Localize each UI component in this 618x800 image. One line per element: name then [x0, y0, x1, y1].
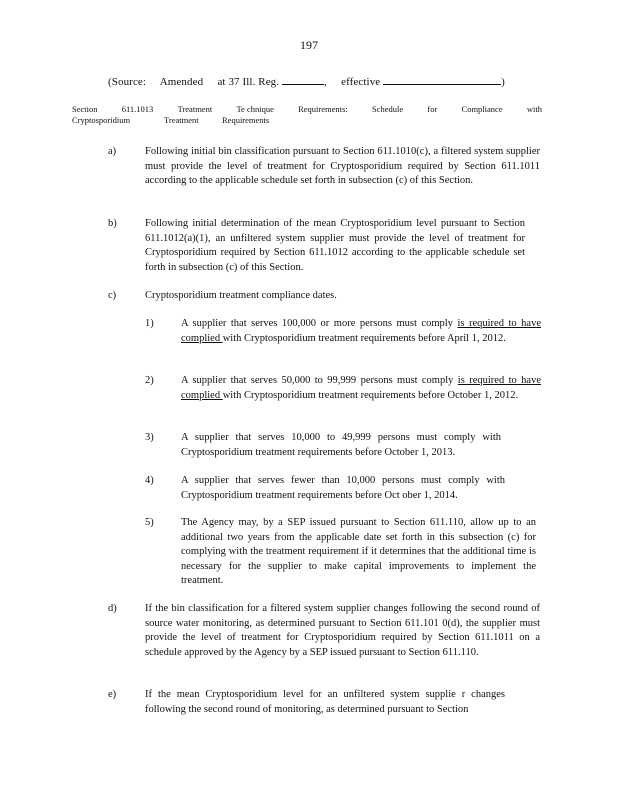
effective-date-blank [383, 73, 501, 85]
text-run: A supplier that serves 100,000 or more persons must comply [181, 318, 458, 329]
subparagraph-text: The Agency may, by a SEP issued pursuant to Section 611.110, allow up to an additional two years from the applicable date set forth in this subsection (c) for complying with the treatment requirement if it determines that the additional time is necessary for the supplier to make capital improvements to implement the treatment. [181, 517, 536, 586]
source-register: at 37 Ill. Reg. [217, 76, 280, 88]
source-comma: , [324, 76, 327, 88]
paragraph-label: c) [108, 290, 117, 301]
paragraph-label: e) [108, 689, 117, 700]
heading-word: Schedule [371, 104, 404, 114]
heading-word: Cryptosporidium [72, 115, 131, 125]
paragraph-label: d) [108, 603, 117, 614]
page-number: 197 [300, 38, 318, 52]
paragraph-text: Following initial bin classification pursuant to Section 611.1010(c), a filtered system supplier must provide the level of treatment for Cryptosporidium required by Section 611.1011 according to the applicable schedule set forth in subsection (c) of this Section. [145, 146, 540, 186]
subparagraph-label: 1) [145, 318, 154, 329]
text-run: with Cryptosporidium treatment requirements before April 1, 2012. [222, 332, 506, 344]
subparagraph-label: 3) [145, 432, 154, 443]
paragraph-text: Following initial determination of the mean Cryptosporidium level pursuant to Section 611.1012(a)(1), an unfiltered system supplier must provide the level of treatment for Cryptosporidium required by Section 611.1012 according to the applicable schedule set forth in subsection (c) of this Section. [145, 218, 525, 273]
heading-word: with [526, 104, 542, 114]
heading-word: for [427, 104, 438, 114]
heading-word: Requirements: [298, 104, 348, 114]
heading-word: Section [72, 104, 98, 114]
heading-word: 611.1013 [121, 104, 154, 114]
subparagraph-text [181, 317, 541, 346]
source-amended: Amended [159, 76, 204, 88]
section-heading-line-1 [72, 104, 542, 115]
section-heading-line-2 [72, 115, 542, 126]
paragraph-text: Cryptosporidium treatment compliance dates. [145, 290, 337, 301]
subparagraph-label: 4) [145, 475, 154, 486]
heading-word: Requirements [222, 115, 270, 125]
source-note [108, 73, 505, 88]
heading-word: Te chnique [236, 104, 274, 114]
source-close: ) [501, 76, 505, 88]
subparagraph-label: 2) [145, 375, 154, 386]
subparagraph-text [181, 374, 541, 403]
text-run: A supplier that serves 50,000 to 99,999 persons must comply [181, 375, 458, 386]
subparagraph-label: 5) [145, 517, 154, 528]
section-heading [72, 104, 542, 126]
source-prefix: (Source: [108, 76, 147, 88]
paragraph-text: If the mean Cryptosporidium level for an unfiltered system supplie r changes following the second round of monitoring, as determined pursuant to Section [145, 689, 505, 715]
paragraph-label: a) [108, 146, 117, 157]
text-run: with Cryptosporidium treatment requirements before October 1, 2012. [222, 389, 519, 401]
heading-word: Treatment [164, 115, 199, 125]
inserted-text: is required to have complied [181, 375, 541, 401]
inserted-text: is required to have complied [181, 318, 541, 344]
heading-word: Treatment [177, 104, 213, 114]
heading-word: Compliance [461, 104, 503, 114]
register-page-blank [282, 73, 324, 85]
paragraph-text: If the bin classification for a filtered system supplier changes following the second round of source water monitoring, as determined pursuant to Section 611.101 0(d), the supplier must provide the level of treatment for Cryptosporidium required by Section 611.1011 on a schedule approved by the Agency by a SEP issued pursuant to Section 611.110. [145, 603, 540, 658]
paragraph-label: b) [108, 218, 117, 229]
subparagraph-text: A supplier that serves fewer than 10,000 persons must comply with Cryptosporidium treatment requirements before Oct ober 1, 2014. [181, 475, 505, 501]
source-effective: effective [341, 76, 381, 88]
subparagraph-text: A supplier that serves 10,000 to 49,999 persons must comply with Cryptosporidium treatment requirements before October 1, 2013. [181, 432, 501, 458]
